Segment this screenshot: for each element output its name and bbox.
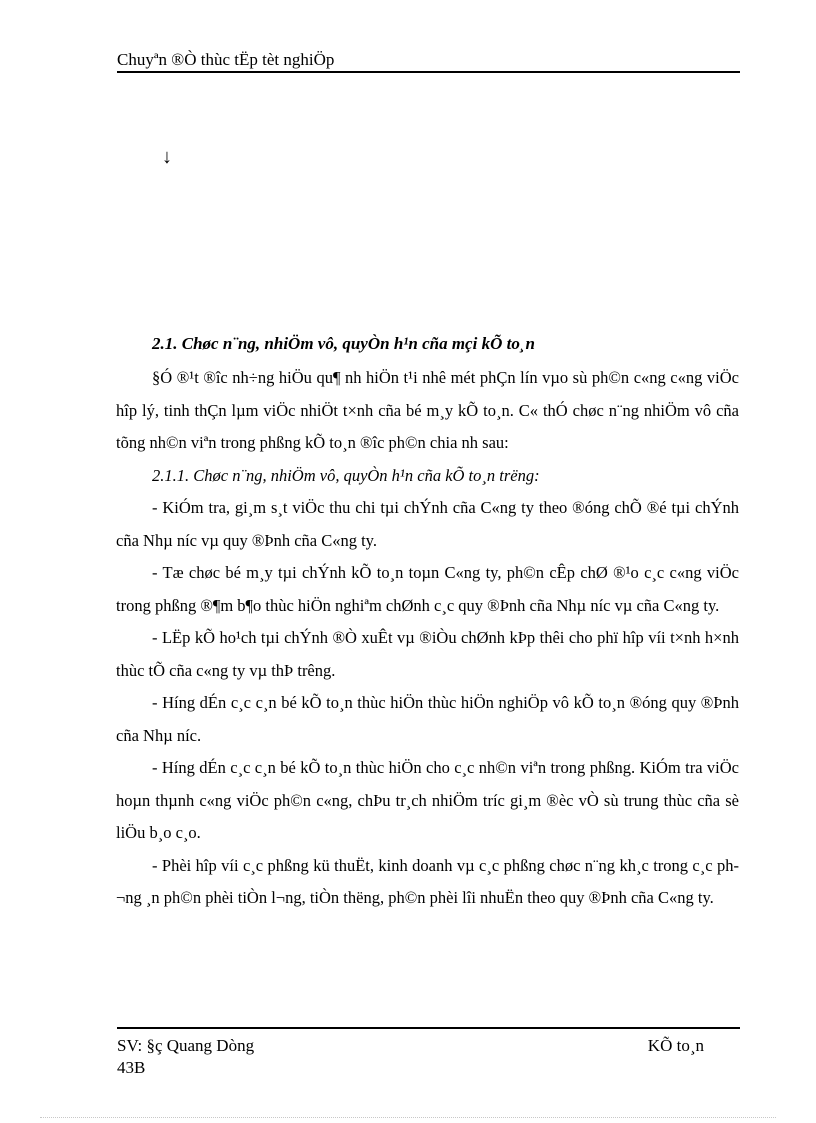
footer-author: SV: §ç Quang Dòng xyxy=(117,1036,255,1055)
down-arrow-icon: ↓ xyxy=(162,146,172,168)
footer-class: 43B xyxy=(117,1058,146,1077)
page-header xyxy=(117,49,740,73)
page-bottom-border xyxy=(40,1117,776,1118)
intro-paragraph: §Ó ®¹t ®îc nh÷ng hiÖu qu¶ nh hiÖn t¹i nhê mét phÇn lín vµo sù ph©n c«ng c«ng viÖc hîp lý, tinh thÇn lµm viÖc nhiÖt t×nh cña bé m¸y kÕ to¸n. C« thÓ chøc n¨ng nhiÖm vô cña tõng nh©n viªn trong phßng kÕ to¸n ®îc ph©n chia nh sau: xyxy=(116,368,739,452)
list-item: - LËp kÕ ho¹ch tµi chÝnh ®Ò xuÊt vµ ®iÒu chØnh kÞp thêi cho phï hîp víi t×nh h×nh thùc tÕ cña c«ng ty vµ thÞ trêng. xyxy=(116,628,739,680)
header-title: Chuyªn ®Ò thùc tËp tèt nghiÖp xyxy=(117,50,335,69)
subsection-title: 2.1.1. Chøc n¨ng, nhiÖm vô, quyÒn h¹n cña kÕ to¸n trëng: xyxy=(152,465,540,485)
list-item: - Tæ chøc bé m¸y tµi chÝnh kÕ to¸n toµn C«ng ty, ph©n cÊp chØ ®¹o c¸c c«ng viÖc trong phßng ®¶m b¶o thùc hiÖn nghiªm chØnh c¸c quy ®Þnh cña Nhµ níc vµ cña C«ng ty. xyxy=(116,563,739,615)
document-body xyxy=(116,362,739,915)
footer-department: KÕ to¸n xyxy=(647,1036,704,1055)
list-item: - KiÓm tra, gi¸m s¸t viÖc thu chi tµi chÝnh cña C«ng ty theo ®óng chÕ ®é tµi chÝnh cña Nhµ níc vµ quy ®Þnh cña C«ng ty. xyxy=(116,498,739,550)
section-title: 2.1. Chøc n¨ng, nhiÖm vô, quyÒn h¹n cña mçi kÕ to¸n xyxy=(152,334,535,353)
list-item: - Híng dÉn c¸c c¸n bé kÕ to¸n thùc hiÖn cho c¸c nh©n viªn trong phßng. KiÓm tra viÖc hoµn thµnh c«ng viÖc ph©n c«ng, chÞu tr¸ch nhiÖm tríc gi¸m ®èc vÒ sù trung thùc cña sè liÖu b¸o c¸o. xyxy=(116,758,739,842)
list-item: - Phèi hîp víi c¸c phßng kü thuËt, kinh doanh vµ c¸c phßng chøc n¨ng kh¸c trong c¸c ph¬ng ¸n ph©n phèi tiÒn l¬ng, tiÒn thëng, ph©n phèi lîi nhuËn theo quy ®Þnh cña C«ng ty. xyxy=(116,855,739,907)
list-item: - Híng dÉn c¸c c¸n bé kÕ to¸n thùc hiÖn thùc hiÖn nghiÖp vô kÕ to¸n ®óng quy ®Þnh cña Nhµ níc. xyxy=(116,693,739,745)
page-footer xyxy=(117,1027,740,1079)
